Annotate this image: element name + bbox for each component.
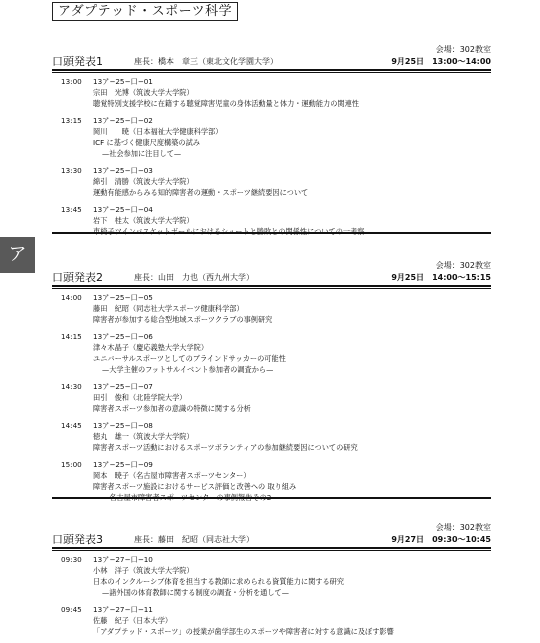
venue-label: 会場：302教室	[435, 523, 491, 532]
session-block-3	[52, 523, 491, 640]
presentation-code: 13ア−25−口−04	[93, 205, 153, 214]
session-date-time	[391, 534, 491, 546]
presentation-code: 13ア−27−口−10	[93, 555, 153, 564]
presentation-item	[52, 604, 491, 637]
session-chair: 座長：橋本 章三（東北文化学園大学）	[134, 57, 278, 66]
session-time: 09:30〜10:45	[432, 535, 491, 544]
presentation-author: 岡川 暁（日本福祉大学健康科学部）	[93, 127, 223, 136]
presentation-time: 14:00	[61, 293, 82, 302]
page-title: アダプテッド・スポーツ科学	[52, 2, 238, 21]
presentation-author: 津々木晶子（慶応義塾大学大学院）	[93, 343, 209, 352]
presentation-list	[52, 76, 491, 243]
section-index-tab[interactable]: ア	[0, 237, 35, 273]
session-header	[52, 533, 491, 546]
presentation-title: ICF に基づく健康尺度構築の試み	[93, 138, 200, 147]
session-date: 9月25日	[391, 57, 425, 66]
section-end-rule	[52, 232, 491, 234]
session-date: 9月25日	[391, 273, 425, 282]
presentation-subtitle: —社会参加に注目して—	[102, 149, 182, 158]
header-rule-thin	[52, 550, 491, 551]
venue-label: 会場：302教室	[435, 261, 491, 270]
presentation-code: 13ア−25−口−09	[93, 460, 153, 469]
presentation-list	[52, 292, 491, 509]
presentation-author: 岡本 暁子（名古屋市障害者スポーツセンター）	[93, 471, 251, 480]
presentation-author: 宗田 光博（筑波大学大学院）	[93, 88, 194, 97]
session-time: 14:00〜15:15	[432, 273, 491, 282]
presentation-title: 障害者スポーツ施設におけるサービス評価と改善への 取り組み	[93, 482, 297, 491]
presentation-code: 13ア−25−口−01	[93, 77, 153, 86]
session-title: 口頭発表1	[52, 55, 103, 68]
presentation-item	[52, 292, 491, 325]
session-header	[52, 55, 491, 68]
presentation-author: 佐藤 紀子（日本大学）	[93, 616, 173, 625]
session-date: 9月27日	[391, 535, 425, 544]
session-date-time	[391, 56, 491, 68]
session-date-time	[391, 272, 491, 284]
presentation-author: 藤田 紀昭（同志社大学スポーツ健康科学部）	[93, 304, 244, 313]
session-title: 口頭発表3	[52, 533, 103, 546]
presentation-title: 障害者スポーツ活動におけるスポーツボランティアの参加継続要因についての研究	[93, 443, 358, 452]
section-end-rule	[52, 497, 491, 499]
session-time: 13:00〜14:00	[432, 57, 491, 66]
presentation-item	[52, 420, 491, 453]
presentation-author: 小林 洋子（筑波大学大学院）	[93, 566, 194, 575]
presentation-title: 日本のインクルーシブ体育を担当する教師に求められる資質能力に関する研究	[93, 577, 345, 586]
presentation-title: 障害者が参加する総合型地域スポーツクラブの事例研究	[93, 315, 273, 324]
presentation-item	[52, 115, 491, 159]
session-block-2	[52, 261, 491, 503]
header-rule	[52, 285, 491, 287]
presentation-author: 岩下 桂太（筑波大学大学院）	[93, 216, 194, 225]
presentation-subtitle: —大学主催のフットサルイベント参加者の調査から—	[102, 365, 274, 374]
session-header	[52, 271, 491, 284]
header-rule	[52, 69, 491, 71]
presentation-item	[52, 165, 491, 198]
presentation-time: 14:45	[61, 421, 82, 430]
presentation-item	[52, 554, 491, 598]
presentation-author: 田引 俊和（北陸学院大学）	[93, 393, 187, 402]
presentation-time: 13:00	[61, 77, 82, 86]
header-rule-thin	[52, 72, 491, 73]
presentation-title: 聴覚特別支援学校に在籍する聴覚障害児童の身体活動量と体力・運動能力の関連性	[93, 99, 359, 108]
presentation-title: 「アダプテッド・スポーツ」の授業が歯学部生のスポーツや障害者に対する意識に及ぼす影響	[93, 627, 394, 636]
presentation-code: 13ア−25−口−05	[93, 293, 153, 302]
header-rule-thin	[52, 288, 491, 289]
presentation-time: 09:30	[61, 555, 82, 564]
presentation-time: 13:30	[61, 166, 82, 175]
presentation-code: 13ア−25−口−08	[93, 421, 153, 430]
presentation-author: 綿引 清勝（筑波大学大学院）	[93, 177, 194, 186]
session-block-1	[52, 45, 491, 235]
presentation-time: 14:15	[61, 332, 82, 341]
presentation-subtitle: —諸外国の体育教師に関する制度の調査・分析を通して—	[102, 588, 289, 597]
presentation-code: 13ア−25−口−07	[93, 382, 153, 391]
header-rule	[52, 547, 491, 549]
presentation-item	[52, 331, 491, 375]
presentation-time: 09:45	[61, 605, 82, 614]
presentation-code: 13ア−25−口−06	[93, 332, 153, 341]
presentation-author: 徳丸 雄一（筑波大学大学院）	[93, 432, 194, 441]
presentation-code: 13ア−25−口−02	[93, 116, 153, 125]
presentation-code: 13ア−27−口−11	[93, 605, 153, 614]
presentation-item	[52, 381, 491, 414]
presentation-time: 14:30	[61, 382, 82, 391]
presentation-time: 13:15	[61, 116, 82, 125]
presentation-time: 15:00	[61, 460, 82, 469]
session-chair: 座長：山田 力也（西九州大学）	[134, 273, 254, 282]
venue-label: 会場：302教室	[435, 45, 491, 54]
presentation-item	[52, 76, 491, 109]
presentation-title: 運動有能感からみる知的障害者の運動・スポーツ継続要因について	[93, 188, 309, 197]
session-chair: 座長：藤田 紀昭（同志社大学）	[134, 535, 254, 544]
presentation-code: 13ア−25−口−03	[93, 166, 153, 175]
presentation-title: ユニバーサルスポーツとしてのブラインドサッカーの可能性	[93, 354, 286, 363]
presentation-time: 13:45	[61, 205, 82, 214]
presentation-list	[52, 554, 491, 643]
presentation-title: 障害者スポーツ参加者の意識の特徴に関する分析	[93, 404, 251, 413]
session-title: 口頭発表2	[52, 271, 103, 284]
